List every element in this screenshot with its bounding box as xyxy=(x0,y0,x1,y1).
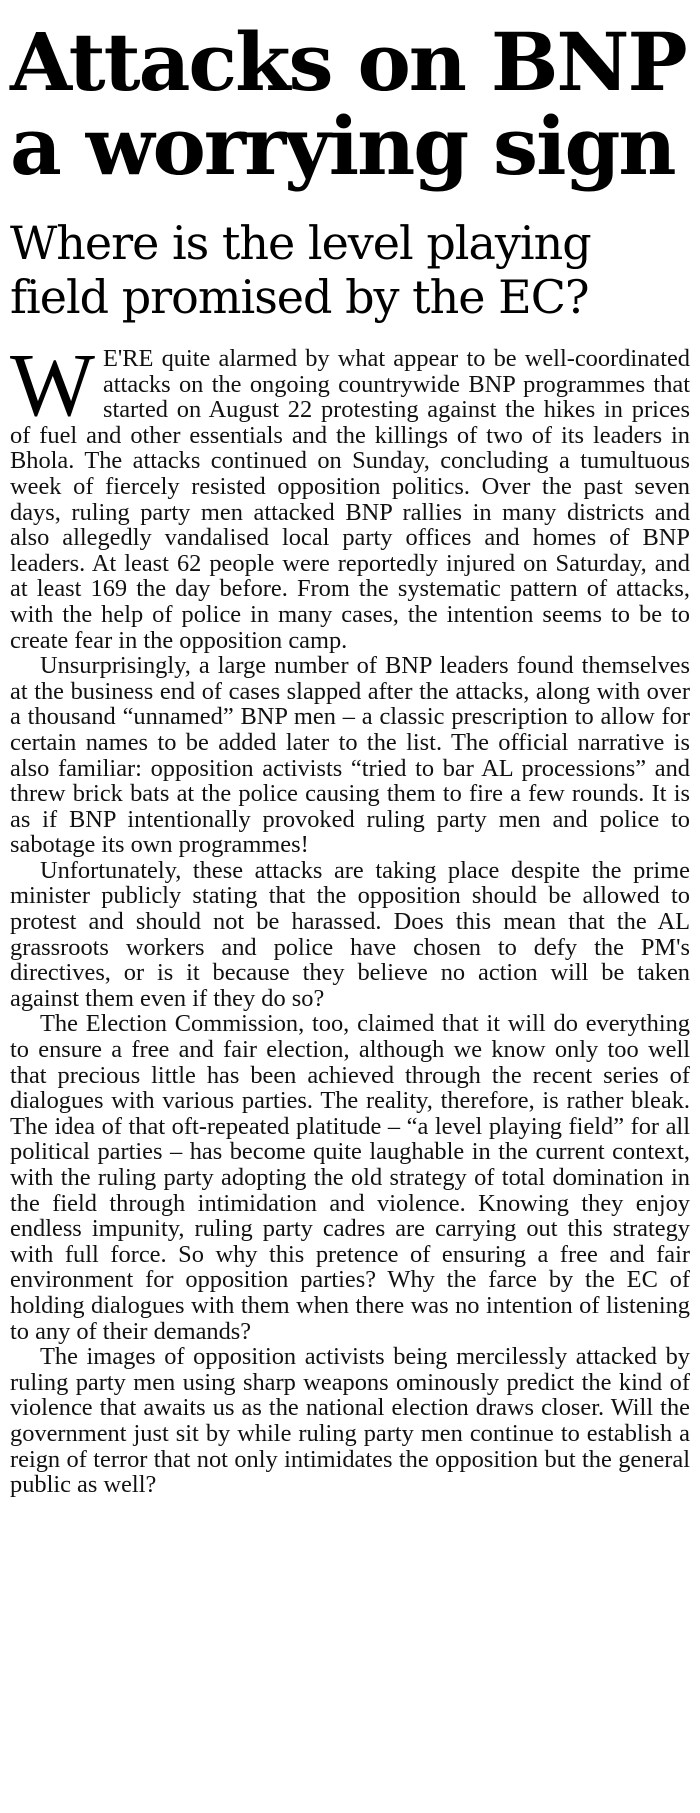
article-body xyxy=(10,336,690,1499)
headline: Attacks on BNP a worrying sign xyxy=(10,15,686,193)
paragraph-3: Unfortunately, these attacks are taking place despite the prime minister publicly stating that the opposition should be allowed to protest and should not be harassed. Does this mean that the AL grassroots workers and police have chosen to defy the PM's directives, or is it because they believe no action will be taken against them even if they do so? xyxy=(10,856,690,1012)
paragraph-5: The images of opposition activists being mercilessly attacked by ruling party men using sharp weapons ominously predict the kind of violence that awaits us as the national election draws closer. Will the government just sit by while ruling party men continue to establish a reign of terror that not only intimidates the opposition but the general public as well? xyxy=(10,1343,690,1499)
paragraph-2: Unsurprisingly, a large number of BNP leaders found themselves at the business end of cases slapped after the attacks, along with over a thousand “unnamed” BNP men – a classic prescription to allow for certain names to be added later to the list. The official narrative is also familiar: opposition activists “tried to bar AL processions” and threw brick bats at the police causing them to fire a few rounds. It is as if BNP intentionally provoked ruling party men and police to sabotage its own programmes! xyxy=(10,652,690,859)
paragraph-1-text: E'RE quite alarmed by what appear to be well-coordinated attacks on the ongoing countrywide BNP programmes that started on August 22 protesting against the hikes in prices of fuel and other essentials and the killings of two of its leaders in Bhola. The attacks continued on Sunday, concluding a tumultuous week of fiercely resisted opposition politics. Over the past seven days, ruling party men attacked BNP rallies in many districts and also allegedly vandalised local party offices and homes of BNP leaders. At least 62 people were reportedly injured on Saturday, and at least 169 the day before. From the systematic pattern of attacks, with the help of police in many cases, the intention seems to be to create fear in the opposition camp. xyxy=(10,345,690,654)
paragraph-1 xyxy=(10,336,690,654)
subheadline: Where is the level playing field promised by the EC? xyxy=(10,216,591,324)
paragraph-4: The Election Commission, too, claimed that it will do everything to ensure a free and fair election, although we know only too well that precious little has been achieved through the recent series of dialogues with various parties. The reality, therefore, is rather bleak. The idea of that oft-repeated platitude – “a level playing field” for all political parties – has become quite laughable in the current context, with the ruling party adopting the old strategy of total domination in the field through intimidation and violence. Knowing they enjoy endless impunity, ruling party cadres are carrying out this strategy with full force. So why this pretence of ensuring a free and fair environment for opposition parties? Why the farce by the EC of holding dialogues with them when there was no intention of listening to any of their demands? xyxy=(10,1010,690,1345)
drop-cap: W xyxy=(10,336,95,435)
